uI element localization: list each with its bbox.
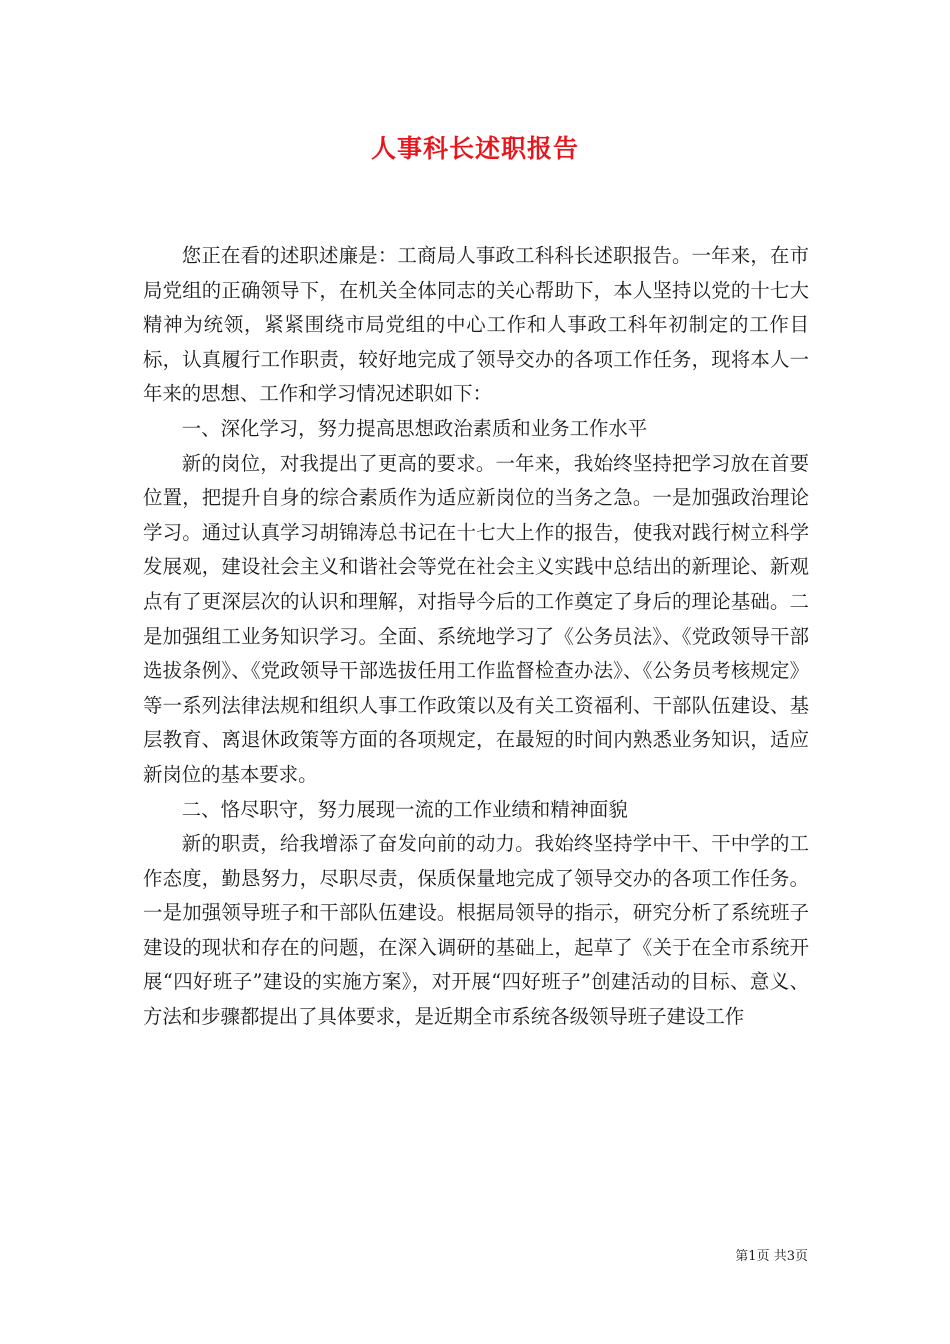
document-body: [143, 239, 809, 1035]
section-heading-2: 二、恪尽职守，努力展现一流的工作业绩和精神面貌: [181, 797, 628, 821]
current-page-number: 1: [748, 1249, 757, 1264]
document-title: 人事科长述职报告: [370, 134, 579, 163]
page-number-label: 第1页 共3页: [735, 1249, 808, 1264]
intro-paragraph: 您正在看的述职述廉是：工商局人事政工科科长述职报告。一年来，在市局党组的正确领导下，在机关全体同志的关心帮助下，本人坚持以党的十七大精神为统领，紧紧围绕市局党组的中心工作和人事政工科年初制定的工作目标，认真履行工作职责，较好地完成了领导交办的各项工作任务，现将本人一年来的思想、工作和学习情况述职如下：: [143, 244, 809, 406]
section-paragraph-1: 新的岗位，对我提出了更高的要求。一年来，我始终坚持把学习放在首要位置，把提升自身的综合素质作为适应新岗位的当务之急。一是加强政治理论学习。通过认真学习胡锦涛总书记在十七大上作的报告，使我对践行树立科学发展观，建设社会主义和谐社会等党在社会主义实践中总结出的新理论、新观点有了更深层次的认识和理解，对指导今后的工作奠定了身后的理论基础。二是加强组工业务知识学习。全面、系统地学习了《公务员法》、《党政领导干部选拔条例》、《党政领导干部选拔任用工作监督检查办法》、《公务员考核规定》等一系列法律法规和组织人事工作政策以及有关工资福利、干部队伍建设、基层教育、离退休政策等方面的各项规定，在最短的时间内熟悉业务知识，适应新岗位的基本要求。: [143, 451, 809, 786]
section-paragraph-2: 新的职责，给我增添了奋发向前的动力。我始终坚持学中干、干中学的工作态度，勤恳努力，尽职尽责，保质保量地完成了领导交办的各项工作任务。一是加强领导班子和干部队伍建设。根据局领导的指示，研究分析了系统班子建设的现状和存在的问题，在深入调研的基础上，起草了《关于在全市系统开展“四好班子”建设的实施方案》，对开展“四好班子”创建活动的目标、意义、方法和步骤都提出了具体要求，是近期全市系统各级领导班子建设工作: [143, 832, 809, 1029]
page-footer: [0, 1245, 808, 1264]
total-page-number: 3: [786, 1249, 795, 1264]
section-heading-1: 一、深化学习，努力提高思想政治素质和业务工作水平: [181, 416, 648, 440]
